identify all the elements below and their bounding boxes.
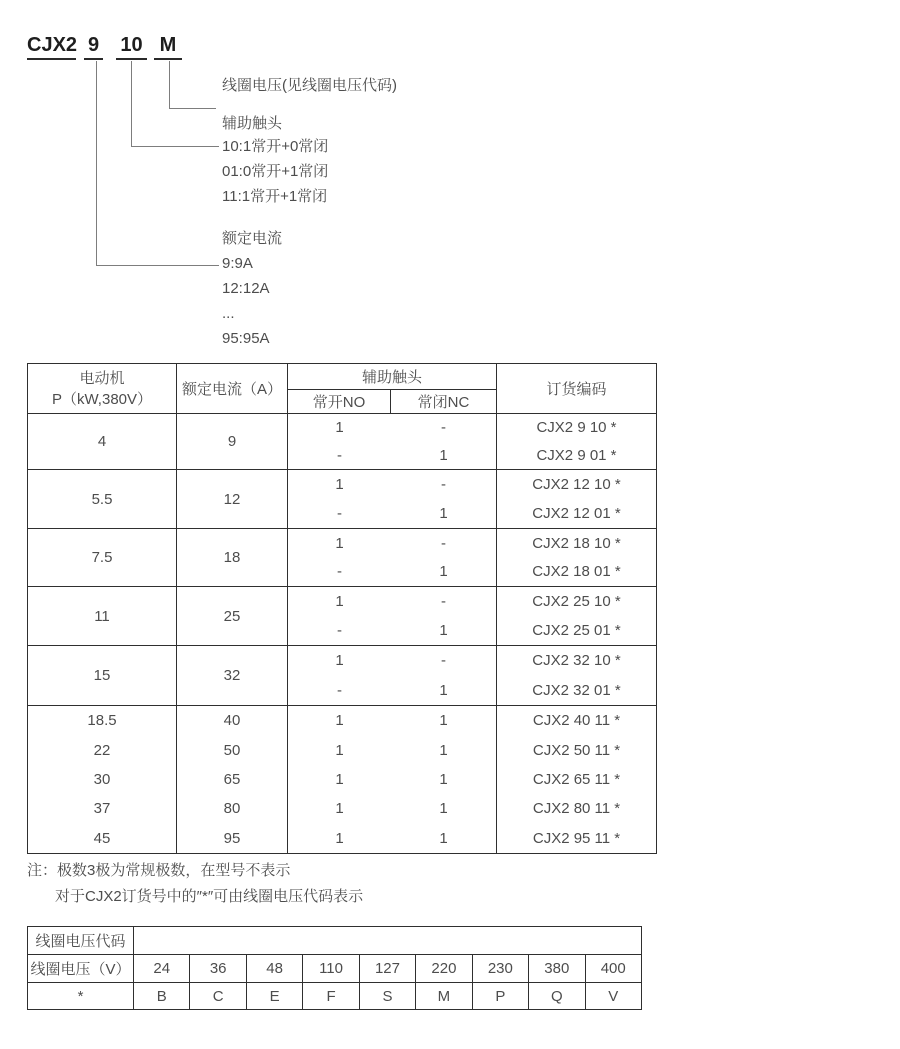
nc-value: 1 <box>439 681 448 699</box>
model-code-segment: 10 <box>116 34 147 60</box>
no-value: - <box>337 505 342 522</box>
nc-value: 1 <box>439 505 448 522</box>
aux-row <box>288 529 496 558</box>
code-value-cell: V <box>608 987 619 1005</box>
model-code-segment: M <box>154 34 182 60</box>
no-value: 1 <box>335 419 344 437</box>
nc-value: - <box>441 652 446 670</box>
note-line-2: 对于CJX2订货号中的″*″可由线圈电压代码表示 <box>55 888 364 905</box>
order-code-value: CJX2 40 11 * <box>532 712 621 730</box>
aux-row <box>288 646 496 676</box>
order-code-value: CJX2 50 11 * <box>532 741 621 759</box>
motor-value: 5.5 <box>91 490 113 508</box>
nc-value: 1 <box>439 829 448 847</box>
voltage-values-row <box>28 955 641 983</box>
selection-table-body <box>28 414 656 853</box>
aux-contact-option: 11:1常开+1常闭 <box>222 188 328 205</box>
aux-row <box>288 706 496 735</box>
voltage-value-cell: 127 <box>360 955 416 982</box>
motor-value: 22 <box>93 741 111 759</box>
motor-cell <box>28 646 177 705</box>
table-group-row <box>28 529 656 587</box>
order-code-value: CJX2 32 10 * <box>532 652 621 670</box>
header-motor <box>28 364 177 413</box>
order-code-value: CJX2 12 01 * <box>532 505 621 522</box>
current-value: 25 <box>223 607 241 625</box>
code-value-cell: P <box>473 983 529 1009</box>
leader-line <box>169 108 216 109</box>
motor-value: 15 <box>93 667 111 684</box>
header-nc: 常闭NC <box>417 394 470 411</box>
no-value: 1 <box>335 652 344 670</box>
header-motor-line2: P（kW,380V） <box>51 390 153 408</box>
order-code-value: CJX2 25 01 * <box>532 622 621 639</box>
motor-value: 4 <box>97 433 107 450</box>
order-code-cell <box>497 587 656 645</box>
no-value: 1 <box>335 771 344 789</box>
nc-value: - <box>441 476 446 493</box>
motor-cell <box>28 414 177 469</box>
coil-voltage-label: 线圈电压(见线圈电压代码) <box>222 77 397 94</box>
rated-current-option: 12:12A <box>222 280 270 297</box>
motor-cell <box>28 587 177 645</box>
order-code-value: CJX2 9 01 * <box>536 446 617 464</box>
order-code-cell <box>497 706 656 853</box>
aux-row <box>288 587 496 616</box>
voltage-code-title-cell: 线圈电压代码 <box>28 927 134 954</box>
voltage-row-label: 线圈电压（V） <box>28 955 134 982</box>
coil-voltage-table <box>27 926 642 1010</box>
nc-value: - <box>441 534 446 552</box>
aux-row <box>288 499 496 528</box>
voltage-value-cell: 48 <box>247 955 303 982</box>
motor-value: 45 <box>93 829 111 847</box>
order-code-cell <box>497 414 656 469</box>
order-code-value: CJX2 80 11 * <box>532 800 621 818</box>
aux-row <box>288 616 496 645</box>
no-value: 1 <box>335 476 344 493</box>
order-code-cell <box>497 529 656 586</box>
code-value-cell: Q <box>529 983 585 1009</box>
code-value-cell: E <box>247 983 303 1009</box>
order-code-value: CJX2 25 10 * <box>532 593 621 610</box>
voltage-value-cell: 220 <box>416 955 472 982</box>
note-line-1: 注：极数3极为常规极数，在型号不表示 <box>27 862 291 879</box>
aux-row <box>288 824 496 853</box>
code-value-cell: F <box>303 983 359 1009</box>
code-value-cell: C <box>190 983 246 1009</box>
voltage-value-cell: 110 <box>303 955 359 982</box>
current-cell <box>177 529 288 586</box>
nc-value: 1 <box>439 771 448 789</box>
order-code-value: CJX2 12 10 * <box>532 476 621 493</box>
no-value: - <box>337 446 342 464</box>
nc-value: - <box>441 593 446 610</box>
rated-current-option: ... <box>222 305 235 322</box>
aux-cell <box>288 706 497 853</box>
nc-value: 1 <box>439 712 448 730</box>
voltage-value-cell: 380 <box>529 955 585 982</box>
leader-line <box>169 61 170 109</box>
selection-table <box>27 363 657 854</box>
no-value: 1 <box>335 534 344 552</box>
current-cell <box>177 414 288 469</box>
voltage-value-cell: 24 <box>134 955 190 982</box>
table-group-row <box>28 706 656 853</box>
aux-cell <box>288 414 497 469</box>
model-code-segment: 9 <box>84 34 103 60</box>
nc-value: 1 <box>439 800 448 818</box>
no-value: - <box>337 622 342 639</box>
rated-current-heading: 额定电流 <box>222 230 283 247</box>
aux-contact-option: 10:1常开+0常闭 <box>222 138 329 155</box>
current-cell <box>177 470 288 528</box>
selection-table-header <box>28 364 656 414</box>
motor-value: 7.5 <box>91 549 113 566</box>
voltage-value-cell: 400 <box>600 960 626 977</box>
motor-value: 18.5 <box>87 712 117 730</box>
voltage-value-cell: 230 <box>473 955 529 982</box>
motor-cell <box>28 529 177 586</box>
table-group-row <box>28 470 656 529</box>
nc-value: - <box>441 419 446 437</box>
aux-row <box>288 765 496 794</box>
code-value-cell: B <box>134 983 190 1009</box>
code-row-label: * <box>28 983 134 1009</box>
aux-cell <box>288 470 497 528</box>
order-code-value: CJX2 32 01 * <box>532 681 621 699</box>
no-value: 1 <box>335 800 344 818</box>
order-code-value: CJX2 95 11 * <box>532 829 621 847</box>
model-code-segment: CJX2 <box>27 34 76 60</box>
aux-row <box>288 676 496 706</box>
current-cell <box>177 646 288 705</box>
order-code-cell <box>497 646 656 705</box>
aux-row <box>288 442 496 470</box>
current-value: 50 <box>223 741 241 759</box>
motor-cell <box>28 706 177 853</box>
voltage-table-title-row <box>28 927 641 955</box>
aux-row <box>288 794 496 823</box>
header-aux-contacts <box>288 364 497 413</box>
current-value: 95 <box>223 829 241 847</box>
header-motor-line1: 电动机 <box>79 369 125 387</box>
nc-value: 1 <box>439 446 448 464</box>
header-no: 常开NO <box>288 390 391 413</box>
current-cell <box>177 706 288 853</box>
no-value: - <box>337 681 342 699</box>
voltage-codes-row <box>28 983 641 1009</box>
leader-line <box>96 265 219 266</box>
code-value-cell: M <box>416 983 472 1009</box>
aux-row <box>288 558 496 587</box>
motor-cell <box>28 470 177 528</box>
aux-cell <box>288 587 497 645</box>
voltage-title-spacer <box>134 927 641 954</box>
no-value: 1 <box>335 829 344 847</box>
header-aux-contacts-title: 辅助触头 <box>288 364 496 390</box>
rated-current-option: 9:9A <box>222 255 253 272</box>
order-code-cell <box>497 470 656 528</box>
current-value: 9 <box>227 433 237 450</box>
voltage-value-cell: 36 <box>190 955 246 982</box>
motor-value: 11 <box>94 607 110 625</box>
current-value: 40 <box>223 712 241 730</box>
motor-value: 37 <box>93 800 111 818</box>
no-value: 1 <box>335 712 344 730</box>
aux-row <box>288 470 496 499</box>
table-group-row <box>28 414 656 470</box>
no-value: 1 <box>335 593 344 610</box>
aux-cell <box>288 529 497 586</box>
order-code-value: CJX2 9 10 * <box>536 419 617 437</box>
nc-value: 1 <box>439 563 448 581</box>
aux-row <box>288 735 496 764</box>
aux-cell <box>288 646 497 705</box>
no-value: - <box>337 563 342 581</box>
leader-line <box>131 146 219 147</box>
leader-line <box>131 61 132 147</box>
header-rated-current: 额定电流（A） <box>177 364 288 413</box>
motor-value: 30 <box>93 771 111 789</box>
aux-row <box>288 414 496 442</box>
order-code-value: CJX2 18 10 * <box>532 534 621 552</box>
header-order-code: 订货编码 <box>546 381 607 398</box>
aux-contacts-heading: 辅助触头 <box>222 115 283 132</box>
order-code-value: CJX2 65 11 * <box>532 771 621 789</box>
notes <box>27 858 363 910</box>
table-group-row <box>28 587 656 646</box>
table-group-row <box>28 646 656 706</box>
nc-value: 1 <box>439 622 448 639</box>
model-code-diagram <box>0 0 900 360</box>
current-value: 12 <box>223 490 241 508</box>
leader-line <box>96 61 97 266</box>
current-value: 18 <box>223 549 241 566</box>
current-value: 65 <box>223 771 241 789</box>
rated-current-option: 95:95A <box>222 330 270 347</box>
aux-contact-option: 01:0常开+1常闭 <box>222 163 329 180</box>
current-value: 32 <box>223 667 241 684</box>
current-cell <box>177 587 288 645</box>
order-code-value: CJX2 18 01 * <box>532 563 621 581</box>
current-value: 80 <box>223 800 241 818</box>
no-value: 1 <box>335 741 344 759</box>
code-value-cell: S <box>360 983 416 1009</box>
nc-value: 1 <box>439 741 448 759</box>
